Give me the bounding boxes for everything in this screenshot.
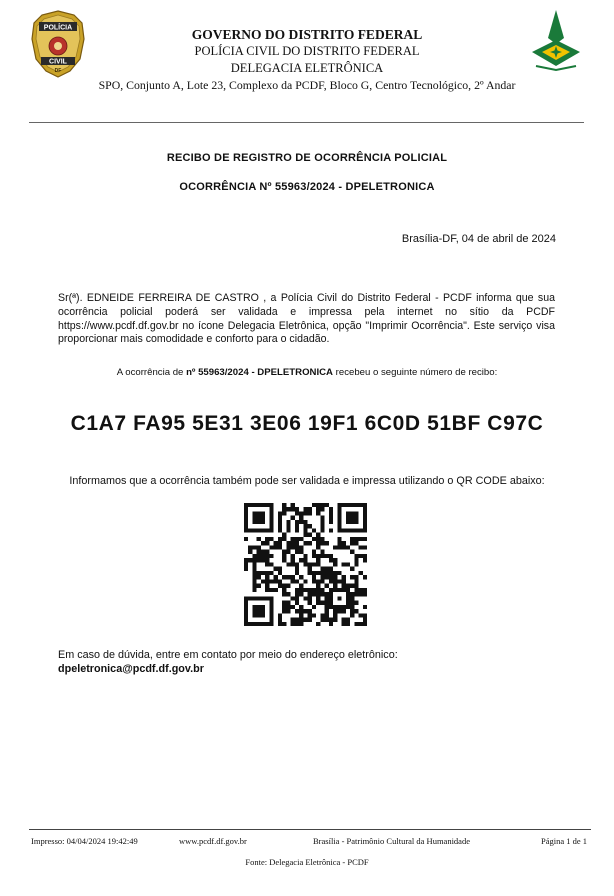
badge-bottom-text: DF (54, 68, 62, 74)
footer-page-number: Página 1 de 1 (541, 836, 588, 846)
footer-source: Fonte: Delegacia Eletrônica - PCDF (245, 857, 369, 867)
contact-block (58, 648, 398, 676)
qr-code-modules (244, 503, 367, 626)
header-divider (29, 122, 584, 123)
footer-divider (29, 829, 591, 830)
contact-email-link[interactable]: dpeletronica@pcdf.df.gov.br (58, 663, 204, 675)
receipt-intro-line (0, 367, 614, 378)
header-text-block (0, 26, 614, 94)
receipt-code: C1A7 FA95 5E31 3E06 19F1 6C0D 51BF C97C (70, 412, 544, 435)
header-government-title: GOVERNO DO DISTRITO FEDERAL (191, 27, 423, 42)
receipt-occurrence-number: nº 55963/2024 - DPELETRONICA (186, 367, 333, 378)
header-address: SPO, Conjunto A, Lote 23, Complexo da PCDF, Bloco G, Centro Tecnológico, 2º Andar (98, 78, 516, 92)
notice-paragraph: Sr(ª). EDNEIDE FERREIRA DE CASTRO , a Polícia Civil do Distrito Federal - PCDF informa que sua ocorrência policial poderá ser validada e impressa pela internet no sítio da PCDF https://www.pcdf.df.gov.br no ícone Delegacia Eletrônica, opção "Imprimir Ocorrência". Este serviço visa proporcionar mais comodidade e conforto para o cidadão. (58, 292, 555, 346)
validation-qr-code[interactable] (244, 503, 367, 626)
qr-code-note: Informamos que a ocorrência também pode ser validada e impressa utilizando o QR CODE abaixo: (69, 475, 545, 487)
badge-top-text: POLÍCIA (43, 24, 73, 32)
header-police-name: POLÍCIA CIVIL DO DISTRITO FEDERAL (194, 44, 420, 58)
footer-heritage: Brasília - Patrimônio Cultural da Humanidade (313, 836, 470, 846)
document-date: Brasília-DF, 04 de abril de 2024 (401, 233, 556, 245)
receipt-prefix: A ocorrência de (116, 367, 187, 378)
footer-printed-timestamp: Impresso: 04/04/2024 19:42:49 (31, 836, 138, 846)
receipt-suffix: recebeu o seguinte número de recibo: (333, 367, 498, 378)
badge-mid-text: CIVIL (49, 58, 67, 66)
document-title: RECIBO DE REGISTRO DE OCORRÊNCIA POLICIAL (166, 152, 448, 164)
contact-line: Em caso de dúvida, entre em contato por meio do endereço eletrônico: (58, 649, 398, 661)
header-department-name: DELEGACIA ELETRÔNICA (230, 61, 384, 75)
footer-website[interactable]: www.pcdf.df.gov.br (179, 836, 247, 846)
occurrence-number-heading: OCORRÊNCIA Nº 55963/2024 - DPELETRONICA (179, 181, 435, 193)
